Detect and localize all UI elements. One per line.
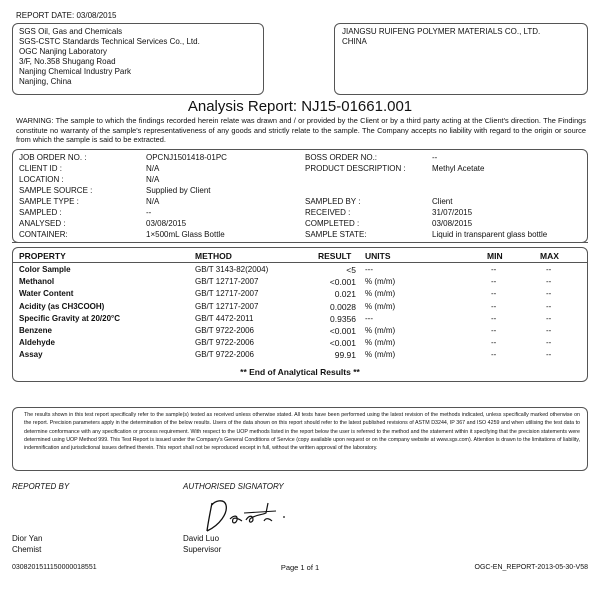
issuer-line: Nanjing, China (19, 77, 72, 86)
info-label: PRODUCT DESCRIPTION : (305, 164, 406, 173)
cell-method: GB/T 9722-2006 (195, 338, 255, 348)
info-label (305, 185, 406, 196)
info-label: CLIENT ID : (19, 164, 62, 173)
cell-max: -- (546, 289, 552, 299)
cell-property: Acidity (as CH3COOH) (19, 301, 105, 311)
cell-units: % (m/m) (365, 326, 396, 335)
info-value: -- (432, 153, 438, 162)
cell-method: GB/T 9722-2006 (195, 350, 255, 360)
cell-max: -- (546, 277, 552, 287)
info-value: 03/08/2015 (146, 219, 187, 228)
table-row (0, 289, 600, 300)
cell-units: --- (365, 265, 373, 274)
cell-units: % (m/m) (365, 289, 396, 299)
cell-min: -- (491, 301, 497, 311)
cell-units: % (m/m) (365, 277, 396, 287)
cell-method: GB/T 4472-2011 (195, 313, 254, 323)
cell-result: <0.001 (329, 338, 356, 349)
info-label: JOB ORDER NO. : (19, 153, 87, 162)
info-label: LOCATION : (19, 175, 64, 184)
footer-page: Page 1 of 1 (280, 563, 320, 572)
client-line: JIANGSU RUIFENG POLYMER MATERIALS CO., LTD. (342, 27, 541, 36)
cell-result: <0.001 (329, 326, 356, 336)
info-label: COMPLETED : (305, 219, 360, 228)
issuer-line: SGS-CSTC Standards Technical Services Co., Ltd. (19, 37, 200, 46)
header-method: METHOD (195, 251, 232, 261)
cell-property: Aldehyde (19, 338, 56, 348)
table-row (0, 350, 600, 361)
info-value: 1×500mL Glass Bottle (146, 230, 225, 239)
reporter-title: Chemist (12, 545, 42, 554)
cell-result: 99.91 (334, 350, 356, 361)
warning-text: WARNING: The sample to which the findings recorded herein relate was drawn and / or provided by the Client or by a third party acting at the Client's direction. The Findings constitute no warranty of the sample's representativeness of any goods and strictly relate to the sample. The Company accepts no liability with regard to the origin or source from which the sample is said to be extracted. (16, 116, 586, 145)
cell-method: GB/T 9722-2006 (195, 326, 255, 335)
cell-property: Specific Gravity at 20/20°C (19, 313, 121, 323)
cell-method: GB/T 3143-82(2004) (195, 265, 269, 274)
cell-max: -- (546, 338, 552, 348)
header-property: PROPERTY (19, 251, 66, 261)
disclaimer-text: The results shown in this test report specifically refer to the sample(s) tested as received unless otherwise stated. All tests have been performed using the latest revision of the methods indicated, unless specifically marked otherwise on the report. Precision parameters apply in the determination of the below results. Users of the data shown on this report should refer to the latest published revisions of ASTM D3244, IP 367 and ISO 4259 and when utilising the test data to determine conformance with any specification or process requirement. With respect to the UOP methods listed in the report below the user is referred to the method and the statement within it specifying that the precision statements were determined using UOP Method 999. This Test Report is issued under the Company's General Conditions of Service (copy available upon request or on the company website at www.sgs.com). Attention is drawn to the limitations of liability, indemnification and jurisdictional issues defined therein. This report shall not be reproduced except in full, without the written approval of the laboratory. (24, 412, 580, 452)
header-min: MIN (487, 251, 503, 261)
report-date: REPORT DATE: 03/08/2015 (16, 11, 117, 20)
info-label: CONTAINER: (19, 230, 68, 239)
info-label: SAMPLE TYPE : (19, 197, 79, 206)
cell-method: GB/T 12717-2007 (195, 289, 259, 299)
cell-property: Assay (19, 350, 43, 360)
cell-units: % (m/m) (365, 338, 396, 348)
cell-result: <5 (346, 265, 356, 275)
info-value: Supplied by Client (146, 186, 211, 195)
cell-property: Methanol (19, 277, 55, 287)
info-value: Methyl Acetate (432, 164, 485, 173)
info-label: ANALYSED : (19, 219, 66, 228)
info-value: 31/07/2015 (432, 208, 473, 217)
info-right-values (432, 152, 547, 240)
signatory-title: Supervisor (183, 545, 222, 554)
cell-method: GB/T 12717-2007 (195, 277, 259, 287)
table-row (0, 338, 600, 349)
cell-result: 0.9356 (330, 313, 356, 324)
client-address (342, 27, 540, 47)
client-line: CHINA (342, 37, 367, 46)
info-left-values (146, 152, 227, 240)
info-label: SAMPLED : (19, 208, 62, 217)
header-max: MAX (540, 251, 559, 261)
cell-max: -- (546, 326, 552, 335)
cell-property: Water Content (19, 289, 74, 299)
cell-max: -- (546, 301, 552, 311)
info-value (432, 174, 547, 185)
reporter-name: Dior Yan (12, 534, 43, 543)
info-value: Liquid in transparent glass bottle (432, 230, 548, 239)
issuer-address (19, 27, 200, 87)
end-of-results: ** End of Analytical Results ** (240, 367, 360, 377)
issuer-line: SGS Oil, Gas and Chemicals (19, 27, 123, 36)
table-row (0, 314, 600, 325)
results-header-row (0, 251, 600, 261)
cell-min: -- (491, 350, 497, 360)
table-row (0, 326, 600, 337)
cell-max: -- (546, 265, 552, 274)
info-value: N/A (146, 175, 160, 184)
cell-max: -- (546, 313, 552, 323)
header-result: RESULT (318, 251, 352, 261)
issuer-line: 3/F, No.358 Shugang Road (19, 57, 116, 66)
footer-code: 0308201511150000018551 (12, 564, 97, 571)
report-title: Analysis Report: NJ15-01661.001 (187, 98, 413, 115)
table-row (0, 265, 600, 276)
cell-min: -- (491, 326, 497, 335)
info-label (305, 174, 406, 185)
info-label: SAMPLE STATE: (305, 230, 367, 239)
info-value: -- (146, 208, 152, 217)
cell-result: 0.0028 (330, 301, 356, 312)
table-row (0, 302, 600, 313)
authorised-signatory-label: AUTHORISED SIGNATORY (183, 482, 284, 491)
footer-form-code: OGC-EN_REPORT-2013-05-30-V58 (474, 564, 588, 571)
info-left-labels (19, 152, 92, 240)
cell-min: -- (491, 313, 497, 323)
info-value (432, 185, 547, 196)
info-right-labels (305, 152, 406, 240)
info-value: 03/08/2015 (432, 219, 473, 228)
info-label: SAMPLED BY : (305, 197, 361, 206)
info-label: RECEIVED : (305, 208, 351, 217)
info-value: Client (432, 197, 453, 206)
cell-units: % (m/m) (365, 301, 396, 311)
cell-method: GB/T 12717-2007 (195, 301, 259, 311)
cell-property: Benzene (19, 326, 52, 335)
info-divider (12, 242, 588, 243)
table-row (0, 277, 600, 288)
results-header-divider (12, 262, 588, 263)
info-value: N/A (146, 164, 160, 173)
cell-min: -- (491, 265, 497, 274)
header-units: UNITS (365, 251, 391, 261)
signatory-name: David Luo (183, 534, 220, 543)
cell-min: -- (491, 338, 497, 348)
cell-min: -- (491, 277, 497, 287)
reported-by-label: REPORTED BY (12, 482, 70, 491)
cell-min: -- (491, 289, 497, 299)
info-label: BOSS ORDER NO.: (305, 153, 378, 162)
info-value: N/A (146, 197, 160, 206)
cell-max: -- (546, 350, 552, 360)
cell-units: % (m/m) (365, 350, 396, 360)
signature-image (198, 493, 298, 535)
cell-result: 0.021 (334, 289, 356, 300)
cell-property: Color Sample (19, 265, 71, 274)
cell-result: <0.001 (329, 277, 356, 288)
info-label: SAMPLE SOURCE : (19, 186, 93, 195)
info-value: OPCNJ1501418-01PC (146, 153, 227, 162)
issuer-line: Nanjing Chemical Industry Park (19, 67, 132, 76)
issuer-line: OGC Nanjing Laboratory (19, 47, 108, 56)
cell-units: --- (365, 313, 373, 323)
